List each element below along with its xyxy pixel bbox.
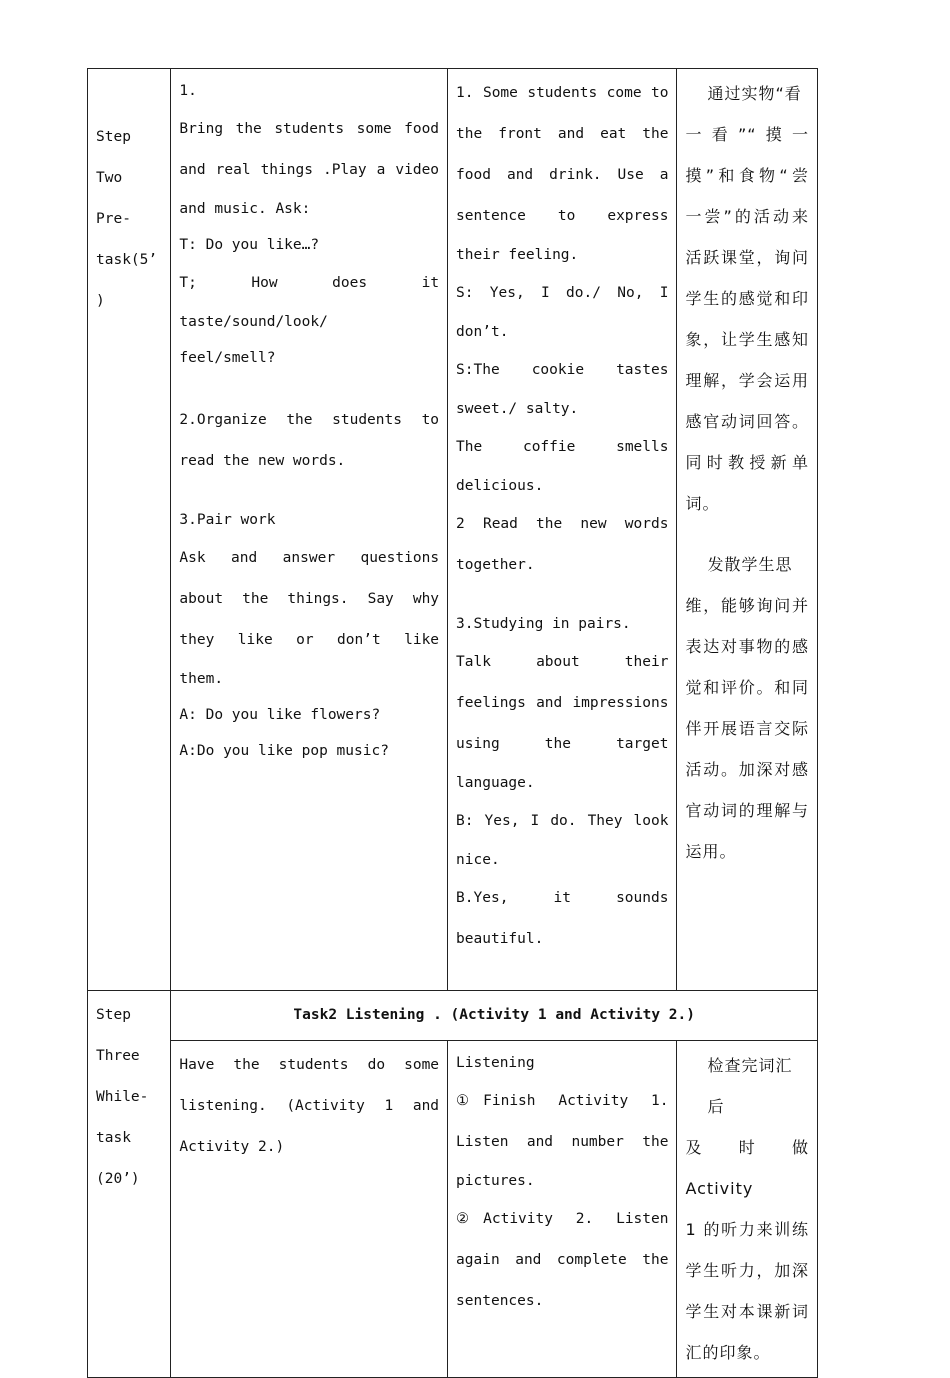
student-text-line: using the target <box>456 736 669 752</box>
student-text-line: together. <box>456 557 535 573</box>
purpose-text-line: 一尝”的活动来 <box>685 207 809 226</box>
purpose-text-line: 同时教授新单 <box>685 453 809 472</box>
student-response-line: beautiful. <box>456 931 544 947</box>
student-response-line: B: Yes, I do. They look <box>456 813 669 829</box>
step-label-line: Step Two <box>96 129 131 186</box>
step-label-line: Step <box>96 1007 131 1023</box>
teacher-text-line: about the things. Say why <box>179 591 440 607</box>
purpose-text-line: 一看”“摸一 <box>685 125 809 144</box>
step-three-label-cell <box>88 991 171 1378</box>
student-text-line: the front and eat the <box>456 126 669 142</box>
purpose-text-line: 官动词的理解与 <box>685 801 809 820</box>
purpose-text-line: 理解，学会运用 <box>685 371 809 390</box>
purpose-text-line: 1 的听力来训练 <box>685 1220 809 1239</box>
step-label-line: Pre- <box>96 211 131 227</box>
purpose-text-line: 维，能够询问并 <box>685 596 809 615</box>
design-purpose-cell <box>677 1041 818 1378</box>
teacher-activity-cell <box>171 69 448 991</box>
student-item-title: Listening <box>456 1055 535 1071</box>
teacher-text-line: Activity 2.) <box>179 1139 285 1155</box>
teacher-text-line: listening. (Activity 1 and <box>179 1098 440 1114</box>
purpose-text-line: 发散学生思 <box>707 555 793 574</box>
student-response-line: The coffie smells <box>456 439 669 455</box>
teacher-text-line: 2.Organize the students to <box>179 412 440 428</box>
purpose-text-line: 活跃课堂，询问 <box>685 248 809 267</box>
purpose-text-line: 学生听力，加深 <box>685 1261 809 1280</box>
purpose-text-line: 检查完词汇后 <box>707 1056 793 1116</box>
student-text-line: pictures. <box>456 1173 535 1189</box>
student-response-line: nice. <box>456 852 500 868</box>
student-response-line: delicious. <box>456 478 544 494</box>
step-two-row <box>88 69 818 991</box>
teacher-text-line: and music. Ask: <box>179 201 311 217</box>
teacher-item-number: 1. <box>179 83 197 99</box>
teacher-text-line: Have the students do some <box>179 1057 440 1073</box>
step-three-content-row <box>88 1041 818 1378</box>
purpose-text-line: 活动。加深对感 <box>685 760 809 779</box>
teacher-question-line: T; How does it <box>179 275 440 291</box>
design-purpose-cell <box>677 69 818 991</box>
purpose-text-line: 通过实物“看 <box>707 84 802 103</box>
student-response-line: B.Yes, it sounds <box>456 890 669 906</box>
step-label-line: task <box>96 1130 131 1146</box>
teacher-question: T: Do you like…? <box>179 237 320 253</box>
student-response-line: sweet./ salty. <box>456 401 579 417</box>
purpose-text-line: 运用。 <box>685 842 737 861</box>
student-text-line: food and drink. Use a <box>456 167 669 183</box>
teacher-text-line: Bring the students some food <box>179 121 440 137</box>
teacher-example: A: Do you like flowers? <box>179 707 381 723</box>
teacher-text-line: they like or don’t like <box>179 632 440 648</box>
student-text-line: 2 Read the new words <box>456 516 669 532</box>
teacher-text-line: Ask and answer questions <box>179 550 440 566</box>
student-text-line: feelings and impressions <box>456 695 669 711</box>
teacher-text-line: read the new words. <box>179 453 346 469</box>
step-two-label-cell <box>88 69 171 991</box>
student-text-line: their feeling. <box>456 247 579 263</box>
student-response-line: S: Yes, I do./ No, I <box>456 285 669 301</box>
student-text-line: ①Finish Activity 1. <box>456 1093 669 1109</box>
student-text-line: again and complete the <box>456 1252 669 1268</box>
student-text-line: 1. Some students come to <box>456 85 669 101</box>
purpose-text-line: 及时做 Activity <box>685 1138 809 1198</box>
purpose-text-line: 象，让学生感知 <box>685 330 809 349</box>
student-text-line: language. <box>456 775 535 791</box>
student-text-line: Listen and number the <box>456 1134 669 1150</box>
teacher-question-line: feel/smell? <box>179 350 276 366</box>
student-text-line: Talk about their <box>456 654 669 670</box>
lesson-plan-table <box>87 68 818 1378</box>
student-item-title: 3.Studying in pairs. <box>456 616 631 632</box>
step-three-task-row <box>88 991 818 1041</box>
purpose-text-line: 伴开展语言交际 <box>685 719 809 738</box>
purpose-text-line: 学生的感觉和印 <box>685 289 809 308</box>
teacher-item-title: 3.Pair work <box>179 512 276 528</box>
purpose-text-line: 感官动词回答。 <box>685 412 809 431</box>
student-text-line: sentences. <box>456 1293 544 1309</box>
student-text-line: sentence to express <box>456 208 669 224</box>
teacher-text-line: and real things .Play a video <box>179 162 440 178</box>
student-activity-cell <box>448 1041 677 1378</box>
student-response-line: S:The cookie tastes <box>456 362 669 378</box>
step-label-line: (20’) <box>96 1171 140 1187</box>
purpose-text-line: 汇的印象。 <box>685 1343 771 1362</box>
step-label-line: Three <box>96 1048 140 1064</box>
student-text-line: ②Activity 2. Listen <box>456 1211 669 1227</box>
step-label-line: ) <box>96 293 105 309</box>
purpose-text-line: 学生对本课新词 <box>685 1302 809 1321</box>
task-title: Task2 Listening . (Activity 1 and Activity 2.) <box>171 991 818 1041</box>
teacher-activity-cell <box>171 1041 448 1378</box>
teacher-question-line: taste/sound/look/ <box>179 314 328 330</box>
purpose-text-line: 觉和评价。和同 <box>685 678 809 697</box>
purpose-text-line: 表达对事物的感 <box>685 637 809 656</box>
purpose-text-line: 摸”和食物“尝 <box>685 166 809 185</box>
teacher-text-line: them. <box>179 671 224 687</box>
step-label-line: While- <box>96 1089 149 1105</box>
purpose-text-line: 词。 <box>685 494 720 513</box>
student-activity-cell <box>448 69 677 991</box>
step-label-line: task(5’ <box>96 252 158 268</box>
student-response-line: don’t. <box>456 324 509 340</box>
teacher-example: A:Do you like pop music? <box>179 743 389 759</box>
